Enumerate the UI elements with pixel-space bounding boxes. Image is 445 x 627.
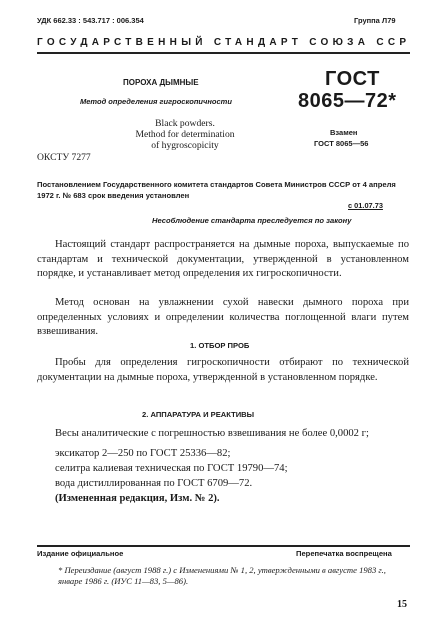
gost-label: ГОСТ — [325, 68, 380, 90]
method-paragraph — [37, 296, 409, 340]
document-title: ПОРОХА ДЫМНЫЕ — [123, 78, 199, 87]
reissue-footnote: * Переиздание (август 1988 г.) с Изменениями № 1, 2, утвержденными в августе 1983 г., январе 1986 г. (ИУС 11—83, 5—86). — [58, 565, 386, 586]
method-paragraph-text: Метод основан на увлажнении сухой навески дымного пороха при определенных условиях и определении количества поглощенной влаги путем взвешивания. — [37, 297, 409, 338]
top-divider — [37, 52, 410, 54]
equipment-paragraph — [37, 427, 409, 442]
equipment-paragraph-text: Весы аналитические с погрешностью взвешивания не более 0,0002 г; — [55, 428, 369, 439]
amendment-note: (Измененная редакция, Изм. № 2). — [55, 493, 220, 504]
equipment-line-saltpeter: селитра калиевая техническая по ГОСТ 19790—74; — [55, 463, 288, 474]
english-title-line-3: of hygroscopicity — [151, 140, 219, 151]
method-subtitle: Метод определения гигроскопичности — [80, 97, 232, 106]
okstu-code: ОКСТУ 7277 — [37, 152, 91, 163]
state-standard-banner: ГОСУДАРСТВЕННЫЙ СТАНДАРТ СОЮЗА ССР — [37, 37, 411, 48]
english-title-line-1: Black powders. — [155, 118, 215, 129]
gost-number: 8065—72* — [298, 90, 397, 112]
legal-notice: Несоблюдение стандарта преследуется по закону — [152, 216, 352, 225]
reprint-prohibited-label: Перепечатка воспрещена — [296, 549, 392, 558]
equipment-line-desiccator: эксикатор 2—250 по ГОСТ 25336—82; — [55, 448, 231, 459]
english-title-line-2: Method for determination — [135, 129, 235, 140]
effective-date: с 01.07.73 — [348, 201, 383, 210]
section-1-heading: 1. ОТБОР ПРОБ — [190, 341, 250, 350]
sampling-paragraph-text: Пробы для определения гигроскопичности отбирают по технической документации на дымные пороха, утвержденной в установленном порядке. — [37, 357, 409, 383]
official-edition-label: Издание официальное — [37, 549, 124, 558]
decree-text: Постановлением Государственного комитета стандартов Совета Министров СССР от 4 апреля 1972 г. № 683 срок введения установлен — [37, 180, 396, 200]
equipment-line-water: вода дистиллированная по ГОСТ 6709—72. — [55, 478, 253, 489]
intro-paragraph — [37, 238, 409, 282]
replaces-label: Взамен — [330, 128, 358, 137]
page-number: 15 — [397, 599, 407, 610]
bottom-divider — [37, 545, 410, 547]
udk-code: УДК 662.33 : 543.717 : 006.354 — [37, 16, 144, 25]
intro-paragraph-text: Настоящий стандарт распространяется на дымные пороха, выпускаемые по стандартам и технической документации, утвержденной в установленном порядке, и устанавливает метод определения их гигроскопичности. — [37, 239, 409, 280]
group-code: Группа Л79 — [354, 16, 396, 25]
section-2-heading: 2. АППАРАТУРА И РЕАКТИВЫ — [142, 410, 255, 419]
replaces-value: ГОСТ 8065—56 — [314, 139, 369, 148]
sampling-paragraph — [37, 356, 409, 385]
